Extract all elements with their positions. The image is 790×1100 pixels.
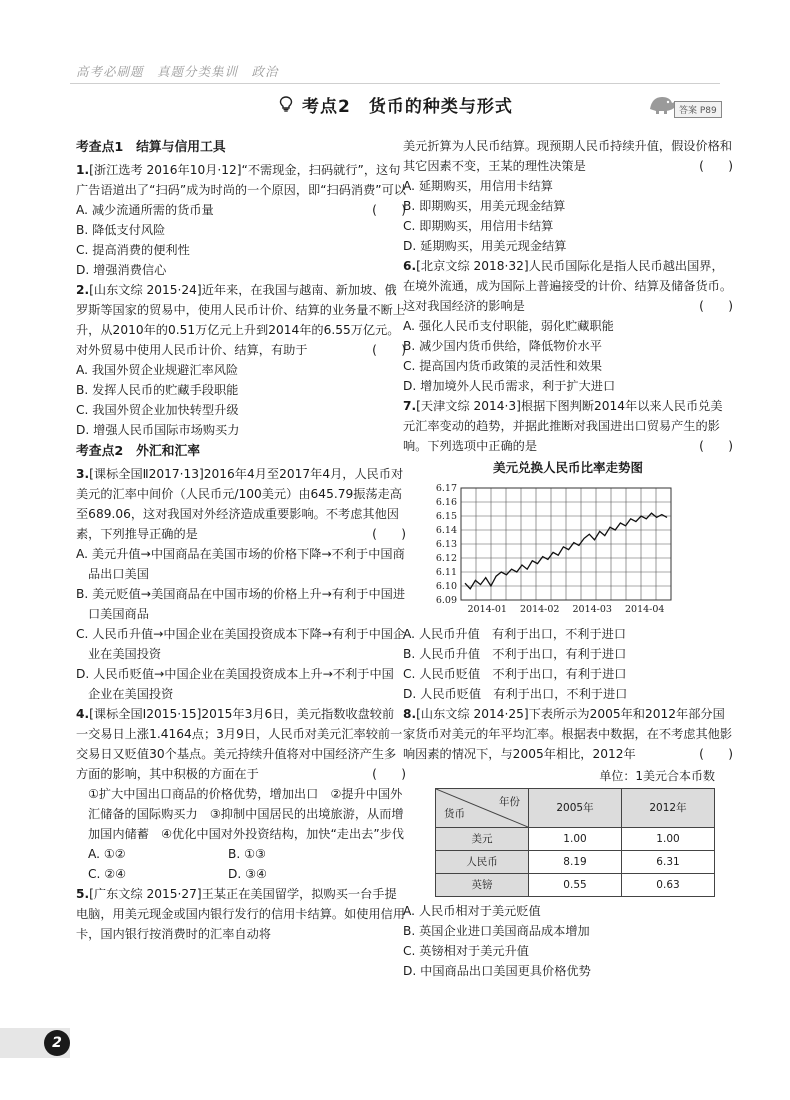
table-cell: 8.19 [529, 851, 622, 874]
question-stem: [广东文综 2015·27]王某正在美国留学，拟购买一台手提电脑，用美元现金或国内银行发行的信用卡结算。如使用信用卡，国内银行按消费时的汇率自动将 [76, 887, 406, 941]
question-number: 2. [76, 283, 90, 297]
section-heading: 考查点2 外汇和汇率 [76, 444, 201, 459]
header-year: 年份 [499, 796, 520, 808]
question-number: 1. [76, 163, 90, 177]
option: C. 人民币贬值 不利于出口，有利于进口 [403, 667, 627, 681]
option: C. 人民币升值→中国企业在美国投资成本下降→有利于中国企业在美国投资 [76, 627, 406, 661]
option: A. 延期购买，用信用卡结算 [403, 179, 553, 193]
option: D. 增强消费信心 [76, 263, 167, 277]
option: B. 美元贬值→美国商品在中国市场的价格上升→有利于中国进口美国商品 [76, 587, 406, 621]
options-row [76, 844, 406, 864]
x-tick-label: 2014-01 [467, 604, 507, 615]
option: D. 人民币贬值→中国企业在美国投资成本上升→不利于中国企业在美国投资 [76, 667, 394, 701]
question-4 [76, 704, 406, 784]
y-tick-label: 6.09 [435, 595, 457, 606]
option: D. 增加境外人民币需求，利于扩大进口 [403, 379, 616, 393]
x-tick-label: 2014-04 [625, 604, 665, 615]
running-header: 高考必刷题 真题分类集训 政治 [76, 64, 279, 79]
question-stem: 美元折算为人民币结算。现预期人民币持续升值，假设价格和其它因素不变，王某的理性决策是 [403, 139, 733, 173]
option: C. 提高消费的便利性 [76, 243, 190, 257]
question-number: 6. [403, 259, 417, 273]
chart-title: 美元兑换人民币比率走势图 [492, 460, 643, 475]
table-cell: 0.63 [622, 874, 715, 897]
option: C. 我国外贸企业加快转型升级 [76, 403, 239, 417]
page-number: 2 [44, 1030, 70, 1056]
row-header: 英镑 [436, 874, 529, 897]
option: D. 中国商品出口美国更具价格优势 [403, 964, 591, 978]
answer-bracket: ( ) [372, 767, 406, 781]
answer-bracket: ( ) [699, 439, 733, 453]
row-header: 人民币 [436, 851, 529, 874]
question-stem: [课标全国Ⅰ2015·15]2015年3月6日，美元指数收盘较前一交易日上涨1.4164点；3月9日，人民币对美元汇率较前一交易日又贬值30个基点。美元持续升值将对中国经济产生多方面的影响，其中积极的方面在于 [76, 707, 403, 781]
column-header: 2012年 [622, 789, 715, 828]
question-number: 8. [403, 707, 417, 721]
answer-bracket: ( ) [699, 299, 733, 313]
exchange-rate-table [435, 788, 715, 897]
option: A. 强化人民币支付职能，弱化贮藏职能 [403, 319, 614, 333]
option: B. 即期购买，用美元现金结算 [403, 199, 566, 213]
table-row [436, 828, 715, 851]
answer-bracket: ( ) [699, 747, 733, 761]
answer-page-tag: 答案 P89 [674, 101, 722, 118]
option: B. ①③ [228, 847, 266, 861]
x-tick-label: 2014-03 [572, 604, 612, 615]
option: D. 增强人民币国际市场购买力 [76, 423, 240, 437]
question-2 [76, 280, 406, 360]
y-tick-label: 6.16 [435, 497, 457, 508]
table-row [436, 851, 715, 874]
option: B. 降低支付风险 [76, 223, 166, 237]
exchange-rate-chart [403, 478, 733, 618]
question-stem: [天津文综 2014·3]根据下图判断2014年以来人民币兑美元汇率变动的趋势，并据此推断对我国进出口贸易产生的影响。下列选项中正确的是 [403, 399, 723, 453]
table-unit: 单位：1美元合本币数 [599, 769, 715, 783]
question-stem: [浙江选考 2016年10月·12]“不需现金，扫码就行”，这句广告语道出了“扫码”成为时尚的一个原因，即“扫码消费”可以 [76, 163, 406, 197]
question-5 [76, 884, 406, 944]
y-tick-label: 6.10 [435, 581, 457, 592]
option: D. 延期购买，用美元现金结算 [403, 239, 567, 253]
question-6 [403, 256, 733, 316]
answer-bracket: ( ) [372, 203, 406, 217]
option: B. 人民币升值 不利于出口，有利于进口 [403, 647, 627, 661]
table-header-row [436, 789, 715, 828]
option: C. 英镑相对于美元升值 [403, 944, 529, 958]
x-tick-label: 2014-02 [520, 604, 560, 615]
answer-bracket: ( ) [699, 159, 733, 173]
option: C. ②④ [88, 867, 127, 881]
header-divider [70, 83, 720, 84]
option: A. 减少流通所需的货币量 [76, 203, 214, 217]
option: B. 发挥人民币的贮藏手段职能 [76, 383, 239, 397]
option: B. 减少国内货币供给，降低物价水平 [403, 339, 602, 353]
question-stem: [课标全国Ⅱ2017·13]2016年4月至2017年4月，人民币对美元的汇率中间价（人民币元/100美元）由645.79振荡走高至689.06，这对我国对外经济造成重要影响。不考虑其他因素，下列推导正确的是 [76, 467, 404, 541]
option: C. 即期购买，用信用卡结算 [403, 219, 554, 233]
answer-bracket: ( ) [372, 527, 406, 541]
question-stem: [北京文综 2018·32]人民币国际化是指人民币越出国界，在境外流通，成为国际上普遍接受的计价、结算及储备货币。这对我国经济的影响是 [403, 259, 733, 313]
option: B. 英国企业进口美国商品成本增加 [403, 924, 590, 938]
y-tick-label: 6.11 [435, 567, 457, 578]
header-currency: 货币 [444, 808, 465, 820]
question-7 [403, 396, 733, 456]
question-3 [76, 464, 406, 544]
question-8 [403, 704, 733, 764]
numbered-statements: ①扩大中国出口商品的价格优势，增加出口 ②提升中国外汇储备的国际购买力 ③抑制中国居民的出境旅游，从而增加国内储蓄 ④优化中国对外投资结构，加快“走出去”步伐 [88, 787, 405, 841]
option: A. 美元升值→中国商品在美国市场的价格下降→不利于中国商品出口美国 [76, 547, 405, 581]
title-text: 考点2 货币的种类与形式 [302, 97, 513, 117]
question-number: 3. [76, 467, 90, 481]
header-diagonal-cell [436, 789, 529, 828]
question-stem: [山东文综 2014·25]下表所示为2005年和2012年部分国家货币对美元的年平均汇率。根据表中数据，在不考虑其他影响因素的情况下，与2005年相比，2012年 [403, 707, 733, 761]
row-header: 美元 [436, 828, 529, 851]
answer-reference [646, 89, 724, 119]
table-row [436, 874, 715, 897]
options-row [76, 864, 406, 884]
question-5-continued [403, 136, 733, 176]
column-header: 2005年 [529, 789, 622, 828]
table-cell: 6.31 [622, 851, 715, 874]
option: A. ①② [88, 847, 126, 861]
option: A. 我国外贸企业规避汇率风险 [76, 363, 239, 377]
right-column [403, 136, 733, 981]
option: A. 人民币升值 有利于出口，不利于进口 [403, 627, 627, 641]
y-tick-label: 6.12 [435, 553, 457, 564]
section-heading: 考查点1 结算与信用工具 [76, 140, 226, 155]
table-cell: 1.00 [622, 828, 715, 851]
lightbulb-icon [277, 96, 295, 117]
option: D. 人民币贬值 有利于出口，不利于进口 [403, 687, 628, 701]
y-tick-label: 6.13 [435, 539, 457, 550]
answer-bracket: ( ) [372, 343, 406, 357]
question-number: 4. [76, 707, 90, 721]
question-stem: [山东文综 2015·24]近年来，在我国与越南、新加坡、俄罗斯等国家的贸易中，使用人民币计价、结算的业务量不断上升，从2010年的0.51万亿元上升到2014年的6.55万亿元。对外贸易中使用人民币计价、结算，有助于 [76, 283, 406, 357]
left-column [76, 136, 406, 944]
option: A. 人民币相对于美元贬值 [403, 904, 541, 918]
option: D. ③④ [228, 867, 267, 881]
y-tick-label: 6.17 [435, 483, 457, 494]
question-number: 5. [76, 887, 90, 901]
table-cell: 1.00 [529, 828, 622, 851]
table-cell: 0.55 [529, 874, 622, 897]
question-number: 7. [403, 399, 417, 413]
y-tick-label: 6.15 [435, 511, 457, 522]
option: C. 提高国内货币政策的灵活性和效果 [403, 359, 603, 373]
y-tick-label: 6.14 [435, 525, 457, 536]
